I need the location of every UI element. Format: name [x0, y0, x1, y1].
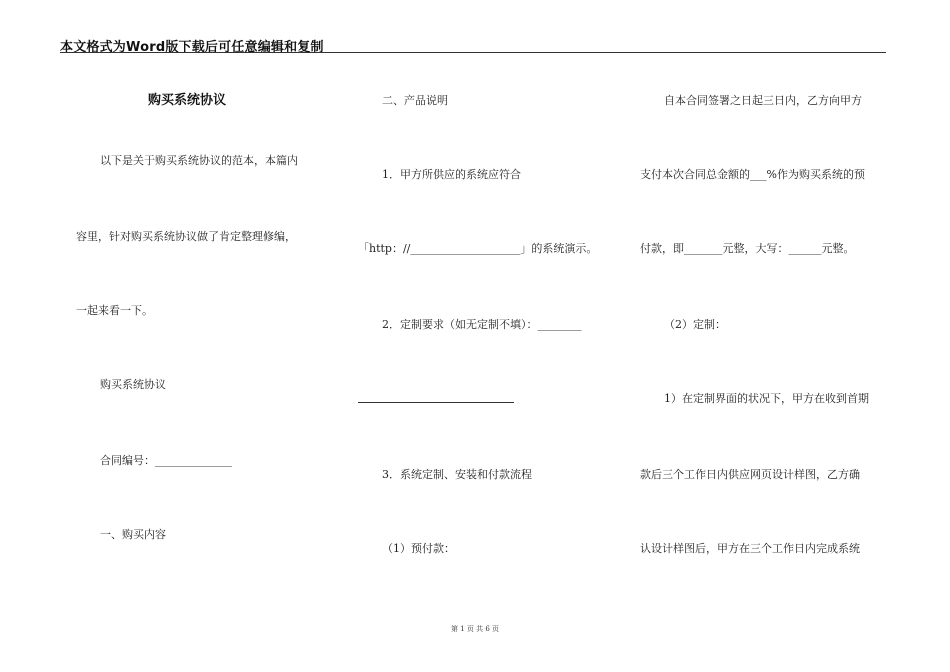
payment-line-2: 支付本次合同总金额的___%作为购买系统的预	[640, 168, 865, 181]
section-heading-purchase-content: 一、购买内容	[100, 528, 166, 541]
product-item-1: 1．甲方所供应的系统应符合	[382, 168, 521, 181]
customization-line-2: 款后三个工作日内供应网页设计样图，乙方确	[640, 468, 860, 481]
product-item-3-1: （1）预付款：	[382, 542, 455, 555]
agreement-name: 购买系统协议	[100, 378, 166, 391]
payment-line-3: 付款，即_______元整，大写：______元整。	[640, 242, 855, 255]
header-divider	[60, 52, 886, 53]
product-item-2: 2．定制要求（如无定制不填）：________	[382, 318, 582, 331]
product-item-1-url: 「http：//____________________」的系统演示。	[358, 242, 598, 255]
intro-line-2: 容里，针对购买系统协议做了肯定整理修编，	[76, 230, 296, 243]
customization-line-1: 1）在定制界面的状况下，甲方在收到首期	[664, 392, 869, 405]
customization-line-3: 认设计样图后，甲方在三个工作日内完成系统	[640, 542, 860, 555]
document-title: 购买系统协议	[148, 93, 227, 108]
blank-fill-line	[358, 402, 514, 403]
download-banner: 本文格式为Word版下载后可任意编辑和复制	[60, 40, 324, 55]
contract-number: 合同编号：______________	[100, 454, 232, 467]
payment-line-1: 自本合同签署之日起三日内，乙方向甲方	[664, 94, 862, 107]
page-number: 第 1 页 共 6 页	[450, 625, 500, 633]
intro-line-3: 一起来看一下。	[76, 304, 153, 317]
section-heading-product-description: 二、产品说明	[382, 94, 448, 107]
intro-line-1: 以下是关于购买系统协议的范本，本篇内	[100, 154, 298, 167]
product-item-3: 3．系统定制、安装和付款流程	[382, 468, 532, 481]
customization-heading: （2）定制：	[664, 318, 726, 331]
